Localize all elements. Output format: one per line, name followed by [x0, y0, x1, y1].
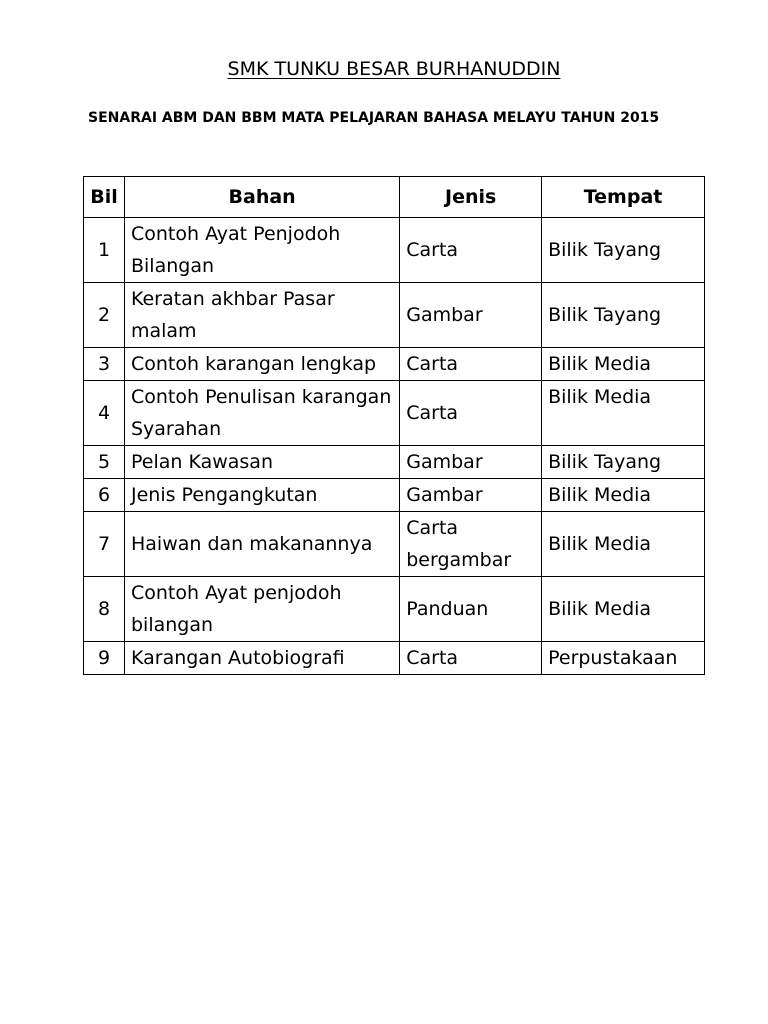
- cell-jenis: Gambar: [400, 446, 542, 479]
- cell-tempat: Bilik Media: [542, 577, 705, 642]
- cell-bahan: Contoh Ayat penjodoh bilangan: [124, 577, 399, 642]
- cell-jenis: Carta: [400, 642, 542, 675]
- cell-tempat: Bilik Media: [542, 479, 705, 512]
- cell-jenis: Gambar: [400, 479, 542, 512]
- cell-bahan: Haiwan dan makanannya: [124, 512, 399, 577]
- cell-bil: 3: [84, 348, 125, 381]
- table-row: [84, 283, 705, 348]
- table-row: [84, 512, 705, 577]
- cell-bahan: Karangan Autobiografi: [124, 642, 399, 675]
- cell-bil: 5: [84, 446, 125, 479]
- cell-tempat: Bilik Media: [542, 512, 705, 577]
- table-row: [84, 348, 705, 381]
- table-row: [84, 446, 705, 479]
- cell-tempat: Perpustakaan: [542, 642, 705, 675]
- column-header-bil: Bil: [84, 177, 125, 218]
- cell-bahan: Keratan akhbar Pasar malam: [124, 283, 399, 348]
- column-header-jenis: Jenis: [400, 177, 542, 218]
- cell-jenis: Gambar: [400, 283, 542, 348]
- cell-tempat: Bilik Media: [542, 348, 705, 381]
- cell-bil: 7: [84, 512, 125, 577]
- cell-jenis: Carta: [400, 218, 542, 283]
- column-header-tempat: Tempat: [542, 177, 705, 218]
- table-row: [84, 642, 705, 675]
- table-header-row: [84, 177, 705, 218]
- cell-jenis: Panduan: [400, 577, 542, 642]
- column-header-bahan: Bahan: [124, 177, 399, 218]
- cell-bil: 8: [84, 577, 125, 642]
- table-row: [84, 479, 705, 512]
- table-row: [84, 577, 705, 642]
- cell-bahan: Jenis Pengangkutan: [124, 479, 399, 512]
- cell-tempat: Bilik Media: [542, 381, 705, 446]
- cell-bil: 4: [84, 381, 125, 446]
- list-subtitle: SENARAI ABM DAN BBM MATA PELAJARAN BAHASA MELAYU TAHUN 2015: [88, 110, 660, 126]
- cell-jenis: Carta bergambar: [400, 512, 542, 577]
- table-row: [84, 381, 705, 446]
- cell-bahan: Contoh Ayat Penjodoh Bilangan: [124, 218, 399, 283]
- cell-tempat: Bilik Tayang: [542, 283, 705, 348]
- cell-bil: 9: [84, 642, 125, 675]
- table-row: [84, 218, 705, 283]
- cell-jenis: Carta: [400, 381, 542, 446]
- cell-bahan: Contoh karangan lengkap: [124, 348, 399, 381]
- materials-table: [83, 176, 705, 675]
- cell-bahan: Contoh Penulisan karangan Syarahan: [124, 381, 399, 446]
- cell-jenis: Carta: [400, 348, 542, 381]
- school-title: SMK TUNKU BESAR BURHANUDDIN: [227, 58, 561, 80]
- cell-bahan: Pelan Kawasan: [124, 446, 399, 479]
- cell-bil: 1: [84, 218, 125, 283]
- cell-bil: 6: [84, 479, 125, 512]
- cell-bil: 2: [84, 283, 125, 348]
- cell-tempat: Bilik Tayang: [542, 446, 705, 479]
- cell-tempat: Bilik Tayang: [542, 218, 705, 283]
